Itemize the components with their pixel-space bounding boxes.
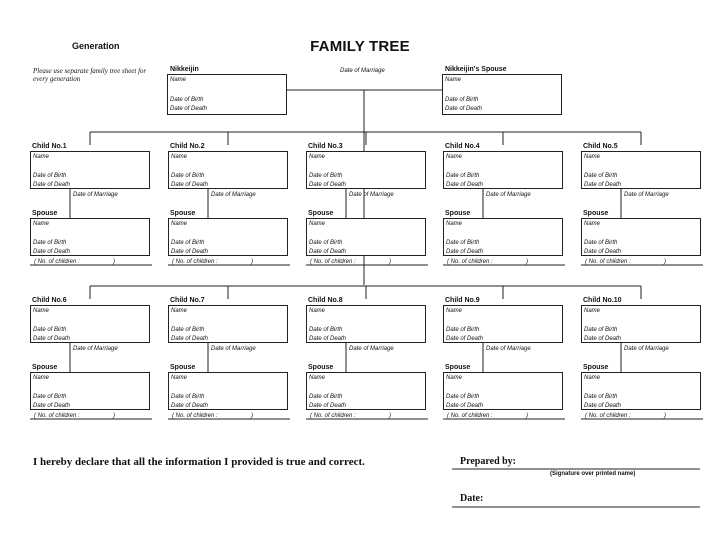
date-label: Date: bbox=[460, 493, 484, 504]
name-field-label: Name bbox=[33, 221, 50, 227]
spouse-of-nikkeijin-label: Nikkeijin's Spouse bbox=[445, 66, 507, 73]
dob-field-label: Date of Birth bbox=[309, 327, 343, 333]
dod-field-label: Date of Death bbox=[33, 403, 71, 409]
name-field-label: Name bbox=[309, 375, 326, 381]
dod-field-label: Date of Death bbox=[446, 249, 484, 255]
dob-field-label: Date of Birth bbox=[309, 394, 343, 400]
spouse-box[interactable] bbox=[168, 372, 288, 410]
dod-field-label: Date of Death bbox=[309, 182, 347, 188]
child-label: Child No.7 bbox=[170, 297, 205, 304]
child-label: Child No.2 bbox=[170, 143, 205, 150]
name-field-label: Name bbox=[445, 77, 462, 83]
spouse-box[interactable] bbox=[443, 218, 563, 256]
nikkeijin-box[interactable] bbox=[167, 74, 287, 115]
children-count-field: ( No. of children : ) bbox=[447, 259, 529, 265]
name-field-label: Name bbox=[446, 375, 463, 381]
child-box[interactable] bbox=[168, 151, 288, 189]
child-marriage-label: Date of Marriage bbox=[486, 192, 531, 198]
children-count-field: ( No. of children : ) bbox=[310, 259, 392, 265]
dob-field-label: Date of Birth bbox=[309, 240, 343, 246]
dob-field-label: Date of Birth bbox=[33, 394, 67, 400]
usage-note: Please use separate family tree sheet for every generation bbox=[33, 67, 147, 83]
child-box[interactable] bbox=[306, 305, 426, 343]
child-marriage-label: Date of Marriage bbox=[211, 192, 256, 198]
page-title: FAMILY TREE bbox=[310, 38, 410, 55]
dob-field-label: Date of Birth bbox=[446, 327, 480, 333]
child-label: Child No.4 bbox=[445, 143, 480, 150]
dob-field-label: Date of Birth bbox=[171, 240, 205, 246]
child-box[interactable] bbox=[168, 305, 288, 343]
name-field-label: Name bbox=[171, 221, 188, 227]
dod-field-label: Date of Death bbox=[170, 106, 208, 112]
dob-field-label: Date of Birth bbox=[584, 327, 618, 333]
dod-field-label: Date of Death bbox=[584, 336, 622, 342]
children-count-field: ( No. of children : ) bbox=[34, 259, 116, 265]
declaration-text: I hereby declare that all the information I provided is true and correct. bbox=[33, 456, 365, 468]
name-field-label: Name bbox=[584, 308, 601, 314]
dob-field-label: Date of Birth bbox=[33, 240, 67, 246]
children-count-field: ( No. of children : ) bbox=[34, 413, 116, 419]
child-marriage-label: Date of Marriage bbox=[211, 346, 256, 352]
spouse-box[interactable] bbox=[30, 218, 150, 256]
dod-field-label: Date of Death bbox=[584, 249, 622, 255]
spouse-box[interactable] bbox=[306, 218, 426, 256]
child-label: Child No.9 bbox=[445, 297, 480, 304]
dod-field-label: Date of Death bbox=[584, 403, 622, 409]
spouse-label: Spouse bbox=[308, 364, 334, 371]
dob-field-label: Date of Birth bbox=[171, 327, 205, 333]
name-field-label: Name bbox=[171, 375, 188, 381]
child-label: Child No.8 bbox=[308, 297, 343, 304]
children-count-field: ( No. of children : ) bbox=[585, 413, 667, 419]
child-marriage-label: Date of Marriage bbox=[349, 346, 394, 352]
dob-field-label: Date of Birth bbox=[446, 173, 480, 179]
dod-field-label: Date of Death bbox=[33, 182, 71, 188]
children-count-field: ( No. of children : ) bbox=[172, 259, 254, 265]
dod-field-label: Date of Death bbox=[446, 403, 484, 409]
dob-field-label: Date of Birth bbox=[584, 394, 618, 400]
spouse-box[interactable] bbox=[443, 372, 563, 410]
dod-field-label: Date of Death bbox=[33, 249, 71, 255]
spouse-box[interactable] bbox=[30, 372, 150, 410]
dob-field-label: Date of Birth bbox=[309, 173, 343, 179]
nikkeijin-spouse-box[interactable] bbox=[442, 74, 562, 115]
spouse-label: Spouse bbox=[308, 210, 334, 217]
dod-field-label: Date of Death bbox=[33, 336, 71, 342]
dod-field-label: Date of Death bbox=[309, 249, 347, 255]
children-count-field: ( No. of children : ) bbox=[585, 259, 667, 265]
spouse-label: Spouse bbox=[32, 210, 58, 217]
dob-field-label: Date of Birth bbox=[584, 173, 618, 179]
child-box[interactable] bbox=[30, 305, 150, 343]
child-marriage-label: Date of Marriage bbox=[624, 346, 669, 352]
spouse-label: Spouse bbox=[32, 364, 58, 371]
dod-field-label: Date of Death bbox=[446, 182, 484, 188]
dob-field-label: Date of Birth bbox=[170, 97, 204, 103]
children-count-field: ( No. of children : ) bbox=[310, 413, 392, 419]
child-box[interactable] bbox=[581, 305, 701, 343]
name-field-label: Name bbox=[446, 308, 463, 314]
name-field-label: Name bbox=[171, 154, 188, 160]
dob-field-label: Date of Birth bbox=[33, 173, 67, 179]
name-field-label: Name bbox=[170, 77, 187, 83]
dod-field-label: Date of Death bbox=[171, 182, 209, 188]
dod-field-label: Date of Death bbox=[445, 106, 483, 112]
nikkeijin-label: Nikkeijin bbox=[170, 66, 199, 73]
name-field-label: Name bbox=[309, 221, 326, 227]
dob-field-label: Date of Birth bbox=[33, 327, 67, 333]
child-box[interactable] bbox=[443, 305, 563, 343]
dob-field-label: Date of Birth bbox=[584, 240, 618, 246]
spouse-label: Spouse bbox=[583, 364, 609, 371]
child-label: Child No.1 bbox=[32, 143, 67, 150]
name-field-label: Name bbox=[33, 308, 50, 314]
spouse-label: Spouse bbox=[170, 210, 196, 217]
dob-field-label: Date of Birth bbox=[171, 394, 205, 400]
children-count-field: ( No. of children : ) bbox=[447, 413, 529, 419]
child-box[interactable] bbox=[30, 151, 150, 189]
spouse-box[interactable] bbox=[581, 372, 701, 410]
name-field-label: Name bbox=[33, 375, 50, 381]
child-marriage-label: Date of Marriage bbox=[624, 192, 669, 198]
child-box[interactable] bbox=[443, 151, 563, 189]
dod-field-label: Date of Death bbox=[171, 336, 209, 342]
child-box[interactable] bbox=[306, 151, 426, 189]
name-field-label: Name bbox=[584, 375, 601, 381]
spouse-label: Spouse bbox=[583, 210, 609, 217]
name-field-label: Name bbox=[171, 308, 188, 314]
spouse-label: Spouse bbox=[445, 210, 471, 217]
child-label: Child No.10 bbox=[583, 297, 622, 304]
child-label: Child No.5 bbox=[583, 143, 618, 150]
children-count-field: ( No. of children : ) bbox=[172, 413, 254, 419]
child-marriage-label: Date of Marriage bbox=[73, 192, 118, 198]
child-marriage-label: Date of Marriage bbox=[73, 346, 118, 352]
dod-field-label: Date of Death bbox=[171, 249, 209, 255]
name-field-label: Name bbox=[446, 221, 463, 227]
dob-field-label: Date of Birth bbox=[445, 97, 479, 103]
signature-caption: (Signature over printed name) bbox=[550, 471, 636, 477]
spouse-box[interactable] bbox=[581, 218, 701, 256]
name-field-label: Name bbox=[309, 308, 326, 314]
name-field-label: Name bbox=[446, 154, 463, 160]
child-box[interactable] bbox=[581, 151, 701, 189]
prepared-by-label: Prepared by: bbox=[460, 456, 517, 467]
child-marriage-label: Date of Marriage bbox=[486, 346, 531, 352]
dod-field-label: Date of Death bbox=[309, 403, 347, 409]
name-field-label: Name bbox=[584, 154, 601, 160]
dod-field-label: Date of Death bbox=[309, 336, 347, 342]
parents-marriage-label: Date of Marriage bbox=[340, 68, 385, 74]
dob-field-label: Date of Birth bbox=[446, 394, 480, 400]
dob-field-label: Date of Birth bbox=[446, 240, 480, 246]
spouse-label: Spouse bbox=[445, 364, 471, 371]
name-field-label: Name bbox=[33, 154, 50, 160]
dod-field-label: Date of Death bbox=[446, 336, 484, 342]
child-label: Child No.6 bbox=[32, 297, 67, 304]
spouse-box[interactable] bbox=[168, 218, 288, 256]
dod-field-label: Date of Death bbox=[171, 403, 209, 409]
dod-field-label: Date of Death bbox=[584, 182, 622, 188]
spouse-box[interactable] bbox=[306, 372, 426, 410]
generation-label: Generation bbox=[72, 41, 120, 51]
child-label: Child No.3 bbox=[308, 143, 343, 150]
name-field-label: Name bbox=[584, 221, 601, 227]
spouse-label: Spouse bbox=[170, 364, 196, 371]
child-marriage-label: Date of Marriage bbox=[349, 192, 394, 198]
name-field-label: Name bbox=[309, 154, 326, 160]
dob-field-label: Date of Birth bbox=[171, 173, 205, 179]
